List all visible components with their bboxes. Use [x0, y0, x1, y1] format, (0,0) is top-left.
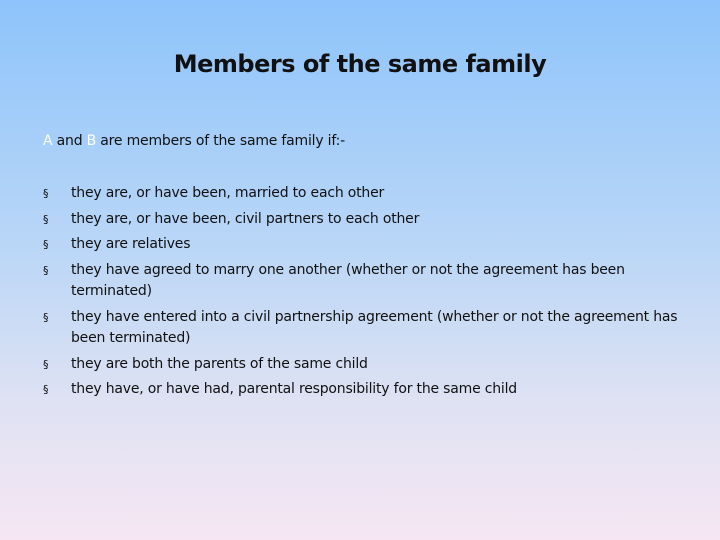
list-item-text: they have entered into a civil partnership agreement (whether or not the agreement has been terminated)	[71, 308, 678, 346]
bullet-icon: §	[43, 310, 49, 324]
list-item	[43, 234, 683, 256]
bullet-icon: §	[43, 263, 49, 277]
list-item-text: they are relatives	[71, 236, 191, 252]
list-item	[43, 260, 683, 303]
list-item-text: they are, or have been, civil partners to each other	[71, 210, 420, 227]
bullet-icon: §	[43, 187, 49, 200]
list-item	[43, 379, 683, 401]
list-item	[43, 209, 683, 231]
intro-and: and	[52, 133, 87, 149]
bullet-icon: §	[43, 212, 49, 226]
slide-title: Members of the same family	[173, 50, 547, 78]
bullet-icon: §	[43, 357, 49, 371]
list-item	[43, 354, 683, 376]
list-item	[43, 183, 683, 205]
list-item-text: they have, or have had, parental responsibility for the same child	[71, 381, 517, 397]
intro-line	[43, 131, 345, 151]
highlight-b: B	[86, 133, 97, 149]
bullet-icon: §	[43, 238, 49, 251]
bullet-icon: §	[43, 383, 49, 396]
list-item	[43, 307, 683, 350]
list-item-text: they are both the parents of the same child	[71, 355, 368, 372]
list-item-text: they are, or have been, married to each other	[71, 185, 385, 201]
highlight-a: A	[43, 133, 53, 149]
criteria-list	[43, 183, 683, 405]
intro-rest: are members of the same family if:-	[96, 133, 345, 149]
list-item-text: they have agreed to marry one another (whether or not the agreement has been terminated)	[71, 261, 625, 299]
